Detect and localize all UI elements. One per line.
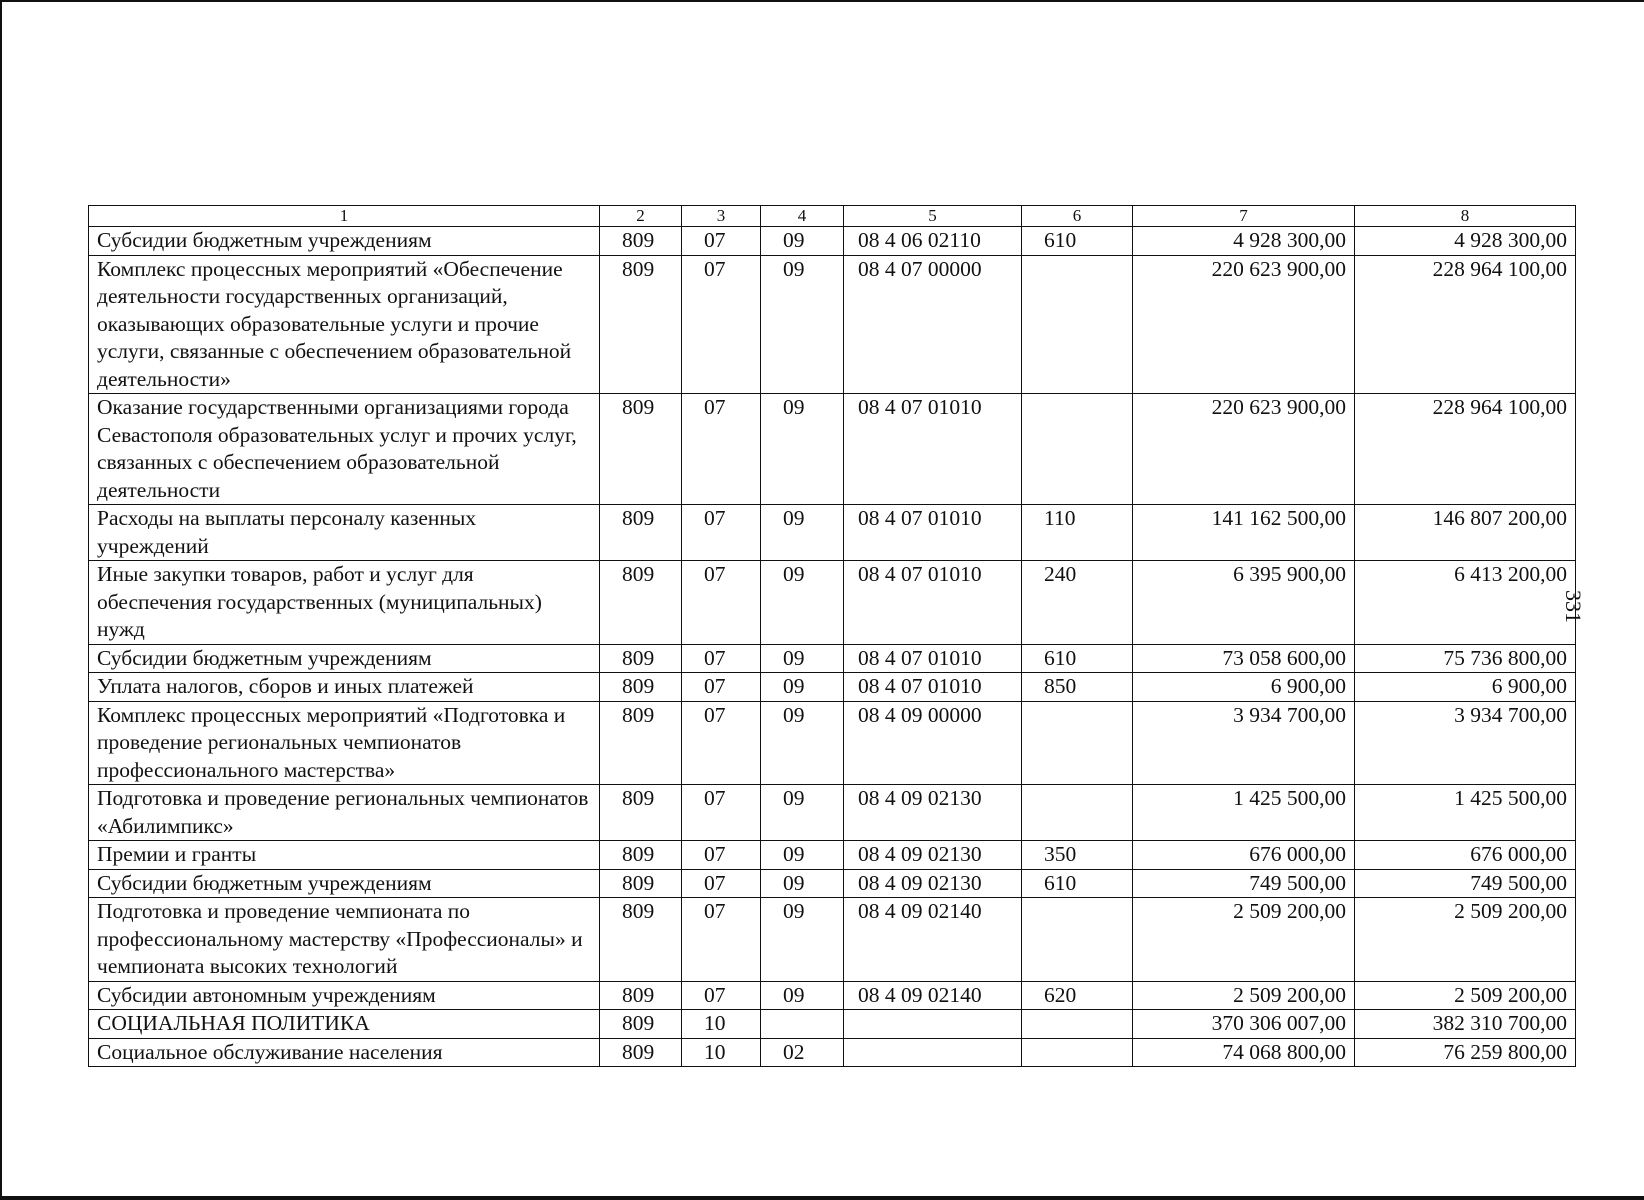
col8-amount-cell: 676 000,00 — [1355, 841, 1576, 870]
col3-cell: 10 — [682, 1038, 761, 1067]
col4-cell: 09 — [761, 394, 844, 505]
col2-cell: 809 — [600, 1010, 682, 1039]
row-name-cell: Иные закупки товаров, работ и услуг для обеспечения государственных (муниципальных) нужд — [89, 561, 600, 645]
col5-cell: 08 4 07 01010 — [844, 505, 1022, 561]
col4-cell: 09 — [761, 644, 844, 673]
header-cell: 7 — [1133, 206, 1355, 227]
col7-amount-cell: 3 934 700,00 — [1133, 701, 1355, 785]
col8-amount-cell: 6 900,00 — [1355, 673, 1576, 702]
header-cell: 3 — [682, 206, 761, 227]
col3-cell: 10 — [682, 1010, 761, 1039]
col3-cell: 07 — [682, 644, 761, 673]
col6-cell: 620 — [1022, 981, 1133, 1010]
col8-amount-cell: 3 934 700,00 — [1355, 701, 1576, 785]
table-row — [89, 644, 1576, 673]
col5-cell: 08 4 09 02140 — [844, 898, 1022, 982]
col3-cell: 07 — [682, 869, 761, 898]
col6-cell: 610 — [1022, 644, 1133, 673]
col2-cell: 809 — [600, 869, 682, 898]
col2-cell: 809 — [600, 898, 682, 982]
col4-cell: 09 — [761, 701, 844, 785]
col5-cell — [844, 1010, 1022, 1039]
col3-cell: 07 — [682, 227, 761, 256]
table-header-row — [89, 206, 1576, 227]
col7-amount-cell: 2 509 200,00 — [1133, 981, 1355, 1010]
table-row — [89, 981, 1576, 1010]
table-row — [89, 1038, 1576, 1067]
col7-amount-cell: 2 509 200,00 — [1133, 898, 1355, 982]
header-cell: 5 — [844, 206, 1022, 227]
col5-cell: 08 4 07 00000 — [844, 255, 1022, 394]
col8-amount-cell: 749 500,00 — [1355, 869, 1576, 898]
col5-cell: 08 4 09 02140 — [844, 981, 1022, 1010]
col8-amount-cell: 228 964 100,00 — [1355, 255, 1576, 394]
table-row — [89, 561, 1576, 645]
col3-cell: 07 — [682, 673, 761, 702]
col7-amount-cell: 220 623 900,00 — [1133, 255, 1355, 394]
row-name-cell: Расходы на выплаты персоналу казенных учреждений — [89, 505, 600, 561]
col6-cell: 610 — [1022, 869, 1133, 898]
table-row — [89, 505, 1576, 561]
col2-cell: 809 — [600, 394, 682, 505]
row-name-cell: Премии и гранты — [89, 841, 600, 870]
row-name-cell: Социальное обслуживание населения — [89, 1038, 600, 1067]
row-name-cell: Субсидии автономным учреждениям — [89, 981, 600, 1010]
col4-cell: 09 — [761, 981, 844, 1010]
col6-cell — [1022, 898, 1133, 982]
col4-cell: 09 — [761, 673, 844, 702]
table-row — [89, 394, 1576, 505]
col2-cell: 809 — [600, 644, 682, 673]
page-number: 331 — [1561, 590, 1586, 623]
col2-cell: 809 — [600, 701, 682, 785]
col2-cell: 809 — [600, 981, 682, 1010]
row-name-cell: СОЦИАЛЬНАЯ ПОЛИТИКА — [89, 1010, 600, 1039]
header-cell: 8 — [1355, 206, 1576, 227]
table-row — [89, 898, 1576, 982]
col4-cell — [761, 1010, 844, 1039]
col4-cell: 09 — [761, 227, 844, 256]
col8-amount-cell: 1 425 500,00 — [1355, 785, 1576, 841]
budget-table — [88, 205, 1576, 1067]
row-name-cell: Уплата налогов, сборов и иных платежей — [89, 673, 600, 702]
col7-amount-cell: 1 425 500,00 — [1133, 785, 1355, 841]
header-cell: 6 — [1022, 206, 1133, 227]
col4-cell: 09 — [761, 561, 844, 645]
page-frame-bottom — [0, 1196, 1644, 1200]
table-row — [89, 785, 1576, 841]
col3-cell: 07 — [682, 785, 761, 841]
col6-cell — [1022, 394, 1133, 505]
col7-amount-cell: 141 162 500,00 — [1133, 505, 1355, 561]
row-name-cell: Комплекс процессных мероприятий «Подготовка и проведение региональных чемпионатов профессионального мастерства» — [89, 701, 600, 785]
row-name-cell: Субсидии бюджетным учреждениям — [89, 869, 600, 898]
col6-cell — [1022, 785, 1133, 841]
col5-cell: 08 4 09 02130 — [844, 785, 1022, 841]
page-frame-left — [0, 0, 2, 1200]
table-row — [89, 841, 1576, 870]
col2-cell: 809 — [600, 255, 682, 394]
header-cell: 4 — [761, 206, 844, 227]
page-frame-top — [0, 0, 1644, 2]
col6-cell — [1022, 255, 1133, 394]
col7-amount-cell: 74 068 800,00 — [1133, 1038, 1355, 1067]
col3-cell: 07 — [682, 561, 761, 645]
table-row — [89, 701, 1576, 785]
col6-cell: 850 — [1022, 673, 1133, 702]
col8-amount-cell: 2 509 200,00 — [1355, 981, 1576, 1010]
col2-cell: 809 — [600, 841, 682, 870]
col8-amount-cell: 75 736 800,00 — [1355, 644, 1576, 673]
col3-cell: 07 — [682, 255, 761, 394]
col4-cell: 09 — [761, 841, 844, 870]
col3-cell: 07 — [682, 505, 761, 561]
col8-amount-cell: 382 310 700,00 — [1355, 1010, 1576, 1039]
col2-cell: 809 — [600, 785, 682, 841]
col4-cell: 09 — [761, 869, 844, 898]
col7-amount-cell: 6 900,00 — [1133, 673, 1355, 702]
row-name-cell: Подготовка и проведение региональных чемпионатов «Абилимпикс» — [89, 785, 600, 841]
col6-cell: 350 — [1022, 841, 1133, 870]
col5-cell: 08 4 09 00000 — [844, 701, 1022, 785]
col6-cell: 240 — [1022, 561, 1133, 645]
col3-cell: 07 — [682, 394, 761, 505]
col5-cell: 08 4 06 02110 — [844, 227, 1022, 256]
col4-cell: 02 — [761, 1038, 844, 1067]
header-cell: 2 — [600, 206, 682, 227]
col4-cell: 09 — [761, 785, 844, 841]
col6-cell — [1022, 1038, 1133, 1067]
col5-cell: 08 4 09 02130 — [844, 869, 1022, 898]
header-cell: 1 — [89, 206, 600, 227]
col5-cell: 08 4 07 01010 — [844, 644, 1022, 673]
col2-cell: 809 — [600, 227, 682, 256]
col5-cell: 08 4 07 01010 — [844, 394, 1022, 505]
col8-amount-cell: 2 509 200,00 — [1355, 898, 1576, 982]
col7-amount-cell: 73 058 600,00 — [1133, 644, 1355, 673]
col6-cell — [1022, 1010, 1133, 1039]
row-name-cell: Оказание государственными организациями города Севастополя образовательных услуг и прочих услуг, связанных с обеспечением образовательной деятельности — [89, 394, 600, 505]
row-name-cell: Субсидии бюджетным учреждениям — [89, 644, 600, 673]
col5-cell — [844, 1038, 1022, 1067]
col7-amount-cell: 370 306 007,00 — [1133, 1010, 1355, 1039]
col6-cell: 110 — [1022, 505, 1133, 561]
row-name-cell: Подготовка и проведение чемпионата по профессиональному мастерству «Профессионалы» и чемпионата высоких технологий — [89, 898, 600, 982]
col4-cell: 09 — [761, 898, 844, 982]
table-row — [89, 673, 1576, 702]
col2-cell: 809 — [600, 1038, 682, 1067]
col7-amount-cell: 6 395 900,00 — [1133, 561, 1355, 645]
col3-cell: 07 — [682, 841, 761, 870]
col2-cell: 809 — [600, 505, 682, 561]
table-row — [89, 1010, 1576, 1039]
col7-amount-cell: 220 623 900,00 — [1133, 394, 1355, 505]
col3-cell: 07 — [682, 981, 761, 1010]
col6-cell: 610 — [1022, 227, 1133, 256]
col3-cell: 07 — [682, 701, 761, 785]
col8-amount-cell: 76 259 800,00 — [1355, 1038, 1576, 1067]
col5-cell: 08 4 09 02130 — [844, 841, 1022, 870]
col8-amount-cell: 6 413 200,00 — [1355, 561, 1576, 645]
col7-amount-cell: 676 000,00 — [1133, 841, 1355, 870]
row-name-cell: Субсидии бюджетным учреждениям — [89, 227, 600, 256]
col8-amount-cell: 228 964 100,00 — [1355, 394, 1576, 505]
col8-amount-cell: 4 928 300,00 — [1355, 227, 1576, 256]
col4-cell: 09 — [761, 505, 844, 561]
col3-cell: 07 — [682, 898, 761, 982]
col2-cell: 809 — [600, 561, 682, 645]
col7-amount-cell: 4 928 300,00 — [1133, 227, 1355, 256]
col7-amount-cell: 749 500,00 — [1133, 869, 1355, 898]
table-row — [89, 255, 1576, 394]
col8-amount-cell: 146 807 200,00 — [1355, 505, 1576, 561]
col6-cell — [1022, 701, 1133, 785]
col5-cell: 08 4 07 01010 — [844, 561, 1022, 645]
col4-cell: 09 — [761, 255, 844, 394]
row-name-cell: Комплекс процессных мероприятий «Обеспечение деятельности государственных организаций, оказывающих образовательные услуги и прочие услуги, связанные с обеспечением образовательной деятельности» — [89, 255, 600, 394]
table-row — [89, 227, 1576, 256]
col5-cell: 08 4 07 01010 — [844, 673, 1022, 702]
table-row — [89, 869, 1576, 898]
col2-cell: 809 — [600, 673, 682, 702]
